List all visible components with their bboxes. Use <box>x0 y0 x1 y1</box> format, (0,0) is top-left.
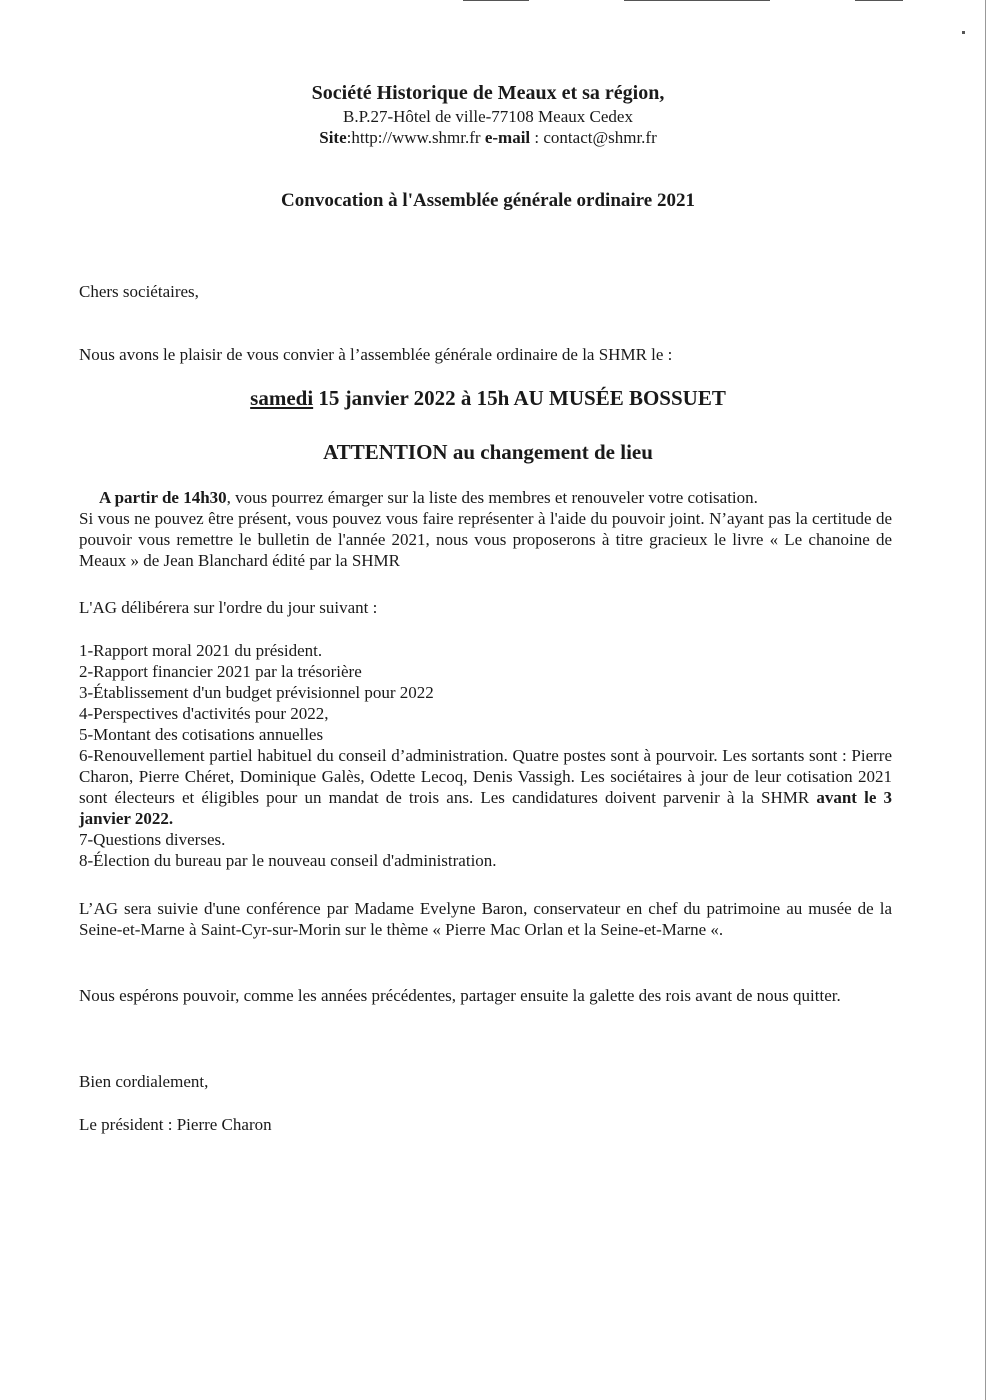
letterhead <box>0 80 976 148</box>
agenda-intro: L'AG délibérera sur l'ordre du jour suivant : <box>79 598 378 617</box>
organization-contact <box>0 127 976 148</box>
attention-notice: ATTENTION au changement de lieu <box>323 440 653 464</box>
organization-address: B.P.27-Hôtel de ville-77108 Meaux Cedex <box>343 107 633 126</box>
agenda-item-7: 7-Questions diverses. <box>79 830 226 849</box>
registration-line <box>79 487 892 508</box>
proxy-text: Si vous ne pouvez être présent, vous pouvez vous faire représenter à l'aide du pouvoir joint. N’ayant pas la certitude de pouvoir vous remettre le bulletin de l'année 2021, nous vous proposerons à titre gracieux le livre « Le chanoine de Meaux » de Jean Blanchard édité par la SHMR <box>79 509 892 570</box>
candidature-deadline: avant le 3 janvier 2022. <box>79 788 892 828</box>
closing: Bien cordialement, <box>79 1072 209 1091</box>
signature: Le président : Pierre Charon <box>79 1115 272 1134</box>
meeting-day: samedi <box>250 386 314 410</box>
conference-paragraph: L’AG sera suivie d'une conférence par Madame Evelyne Baron, conservateur en chef du patrimoine au musée de la Seine-et-Marne à Saint-Cyr-sur-Morin sur le thème « Pierre Mac Orlan et la Seine-et-Marne «. <box>79 899 892 939</box>
site-label: Site <box>319 128 347 147</box>
scan-artifact-top-left <box>463 0 529 1</box>
meeting-details: 15 janvier 2022 à 15h AU MUSÉE BOSSUET <box>313 386 726 410</box>
email-label: e-mail <box>484 128 531 147</box>
site-link[interactable]: :http://www.shmr.fr <box>346 128 481 147</box>
agenda-item-1: 1-Rapport moral 2021 du président. <box>79 641 323 660</box>
agenda-item-8: 8-Élection du bureau par le nouveau conseil d'administration. <box>79 851 497 870</box>
galette-paragraph: Nous espérons pouvoir, comme les années précédentes, partager ensuite la galette des rois avant de nous quitter. <box>79 986 841 1005</box>
agenda-item-2: 2-Rapport financier 2021 par la trésorière <box>79 662 362 681</box>
registration-text: , vous pourrez émarger sur la liste des membres et renouveler votre cotisation. <box>226 488 758 507</box>
organization-name: Société Historique de Meaux et sa région, <box>311 82 665 104</box>
scan-artifact-right-edge <box>985 0 986 1400</box>
document-title: Convocation à l'Assemblée générale ordinaire 2021 <box>281 190 695 211</box>
email-link[interactable]: : contact@shmr.fr <box>534 128 657 147</box>
registration-time: A partir de 14h30 <box>99 488 227 507</box>
meeting-date <box>0 386 976 411</box>
agenda-list <box>79 640 892 871</box>
registration-paragraph <box>79 487 892 571</box>
agenda-item-6-text: 6-Renouvellement partiel habituel du conseil d’administration. Quatre postes sont à pourvoir. Les sortants sont : Pierre Charon, Pierre Chéret, Dominique Galès, Odette Lecoq, Denis Vassigh. Les sociétaires à jour de leur cotisation 2021 sont électeurs et éligibles pour un mandat de trois ans. Les candidatures doivent parvenir à la SHMR <box>79 746 892 807</box>
scan-artifact-top-right <box>855 0 903 1</box>
agenda-item-5: 5-Montant des cotisations annuelles <box>79 725 324 744</box>
agenda-item-3: 3-Établissement d'un budget prévisionnel pour 2022 <box>79 683 434 702</box>
greeting: Chers sociétaires, <box>79 282 199 301</box>
intro-paragraph: Nous avons le plaisir de vous convier à l’assemblée générale ordinaire de la SHMR le : <box>79 345 673 364</box>
scan-artifact-dot <box>962 31 965 34</box>
agenda-item-6 <box>79 745 892 829</box>
agenda-item-4: 4-Perspectives d'activités pour 2022, <box>79 704 329 723</box>
scan-artifact-top-middle <box>624 0 770 1</box>
